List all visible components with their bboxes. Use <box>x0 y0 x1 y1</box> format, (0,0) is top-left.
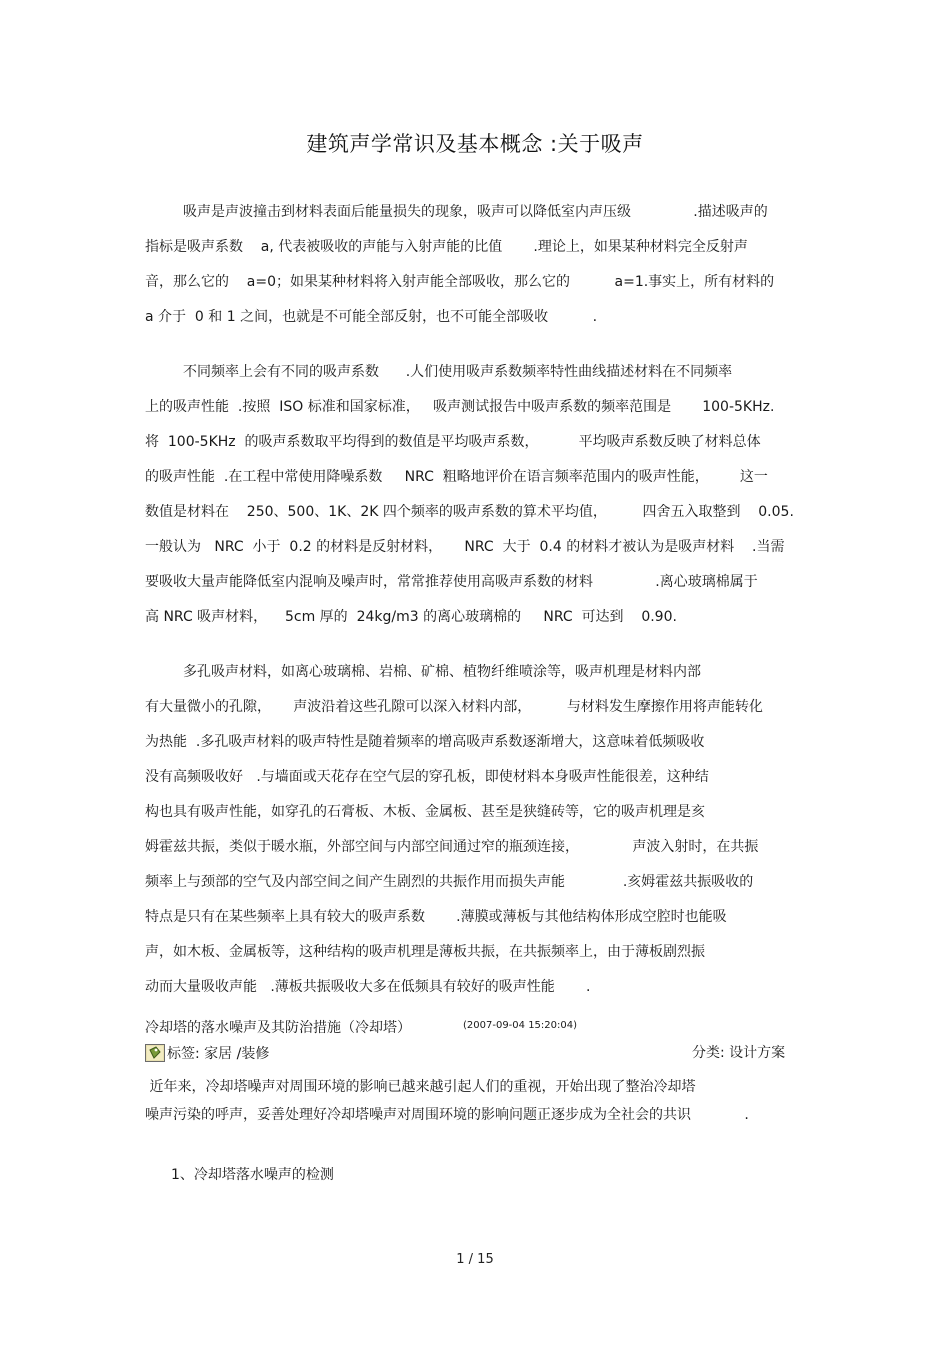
paragraph-3-line: 频率上与颈部的空气及内部空间之间产生剧烈的共振作用而损失声能 .亥姆霍兹共振吸收的 <box>145 874 754 890</box>
paragraph-1-line: 吸声是声波撞击到材料表面后能量损失的现象，吸声可以降低室内声压级 .描述吸声的 <box>183 204 768 220</box>
category-label: 分类: 设计方案 <box>692 1045 786 1061</box>
section-heading: 1、冷却塔落水噪声的检测 <box>171 1167 334 1183</box>
page-indicator: 1 / 15 <box>456 1252 494 1267</box>
paragraph-2-line: 不同频率上会有不同的吸声系数 .人们使用吸声系数频率特性曲线描述材料在不同频率 <box>183 364 733 380</box>
paragraph-3-line: 没有高频吸收好 .与墙面或天花存在空气层的穿孔板，即使材料本身吸声性能很差，这种结 <box>145 769 709 785</box>
paragraph-2-line: 将 100-5KHz 的吸声系数取平均得到的数值是平均吸声系数， 平均吸声系数反映了材料总体 <box>145 434 761 450</box>
tag-icon <box>145 1044 165 1062</box>
paragraph-3-line: 姆霍兹共振，类似于暖水瓶，外部空间与内部空间通过窄的瓶颈连接， 声波入射时，在共振 <box>145 839 759 855</box>
paragraph-1-line: 音，那么它的 a=0；如果某种材料将入射声能全部吸收，那么它的 a=1.事实上，所有材料的 <box>145 274 775 290</box>
paragraph-3-line: 为热能 .多孔吸声材料的吸声特性是随着频率的增高吸声系数逐渐增大，这意味着低频吸收 <box>145 734 705 750</box>
article-tags <box>145 1044 269 1063</box>
paragraph-3-line: 声，如木板、金属板等，这种结构的吸声机理是薄板共振，在共振频率上，由于薄板剧烈振 <box>145 944 705 960</box>
page-title: 建筑声学常识及基本概念 :关于吸声 <box>306 132 644 156</box>
paragraph-2-line: 上的吸声性能 .按照 ISO 标准和国家标准， 吸声测试报告中吸声系数的频率范围是 100-5KHz. <box>145 399 775 415</box>
article-heading: 冷却塔的落水噪声及其防治措施（冷却塔） <box>145 1020 411 1036</box>
article-intro-line: 近年来，冷却塔噪声对周围环境的影响已越来越引起人们的重视，开始出现了整治冷却塔 <box>145 1079 696 1095</box>
tag-label: 标签: 家居 /装修 <box>167 1046 270 1062</box>
paragraph-3-line: 动而大量吸收声能 .薄板共振吸收大多在低频具有较好的吸声性能 . <box>145 979 591 995</box>
paragraph-3-line: 有大量微小的孔隙， 声波沿着这些孔隙可以深入材料内部， 与材料发生摩擦作用将声能转化 <box>145 699 763 715</box>
paragraph-2-line: 数值是材料在 250、500、1K、2K 四个频率的吸声系数的算术平均值， 四舍五入取整到 0.05. <box>145 504 794 520</box>
paragraph-3-line: 构也具有吸声性能，如穿孔的石膏板、木板、金属板、甚至是狭缝砖等，它的吸声机理是亥 <box>145 804 705 820</box>
paragraph-2-line: 的吸声性能 .在工程中常使用降噪系数 NRC 粗略地评价在语言频率范围内的吸声性能， 这一 <box>145 469 768 485</box>
paragraph-2-line: 要吸收大量声能降低室内混响及噪声时，常常推荐使用高吸声系数的材料 .离心玻璃棉属于 <box>145 574 758 590</box>
article-intro-line: 噪声污染的呼声，妥善处理好冷却塔噪声对周围环境的影响问题正逐步成为全社会的共识 . <box>145 1107 749 1123</box>
paragraph-2-line: 高 NRC 吸声材料， 5cm 厚的 24kg/m3 的离心玻璃棉的 NRC 可达到 0.90. <box>145 609 677 625</box>
paragraph-3-line: 多孔吸声材料，如离心玻璃棉、岩棉、矿棉、植物纤维喷涂等，吸声机理是材料内部 <box>183 664 701 680</box>
paragraph-1-line: a 介于 0 和 1 之间，也就是不可能全部反射，也不可能全部吸收 . <box>145 309 598 325</box>
paragraph-1-line: 指标是吸声系数 a, 代表被吸收的声能与入射声能的比值 .理论上，如果某种材料完全反射声 <box>145 239 748 255</box>
paragraph-2-line: 一般认为 NRC 小于 0.2 的材料是反射材料， NRC 大于 0.4 的材料才被认为是吸声材料 .当需 <box>145 539 785 555</box>
paragraph-3-line: 特点是只有在某些频率上具有较大的吸声系数 .薄膜或薄板与其他结构体形成空腔时也能吸 <box>145 909 727 925</box>
article-date: (2007-09-04 15:20:04) <box>463 1020 578 1031</box>
